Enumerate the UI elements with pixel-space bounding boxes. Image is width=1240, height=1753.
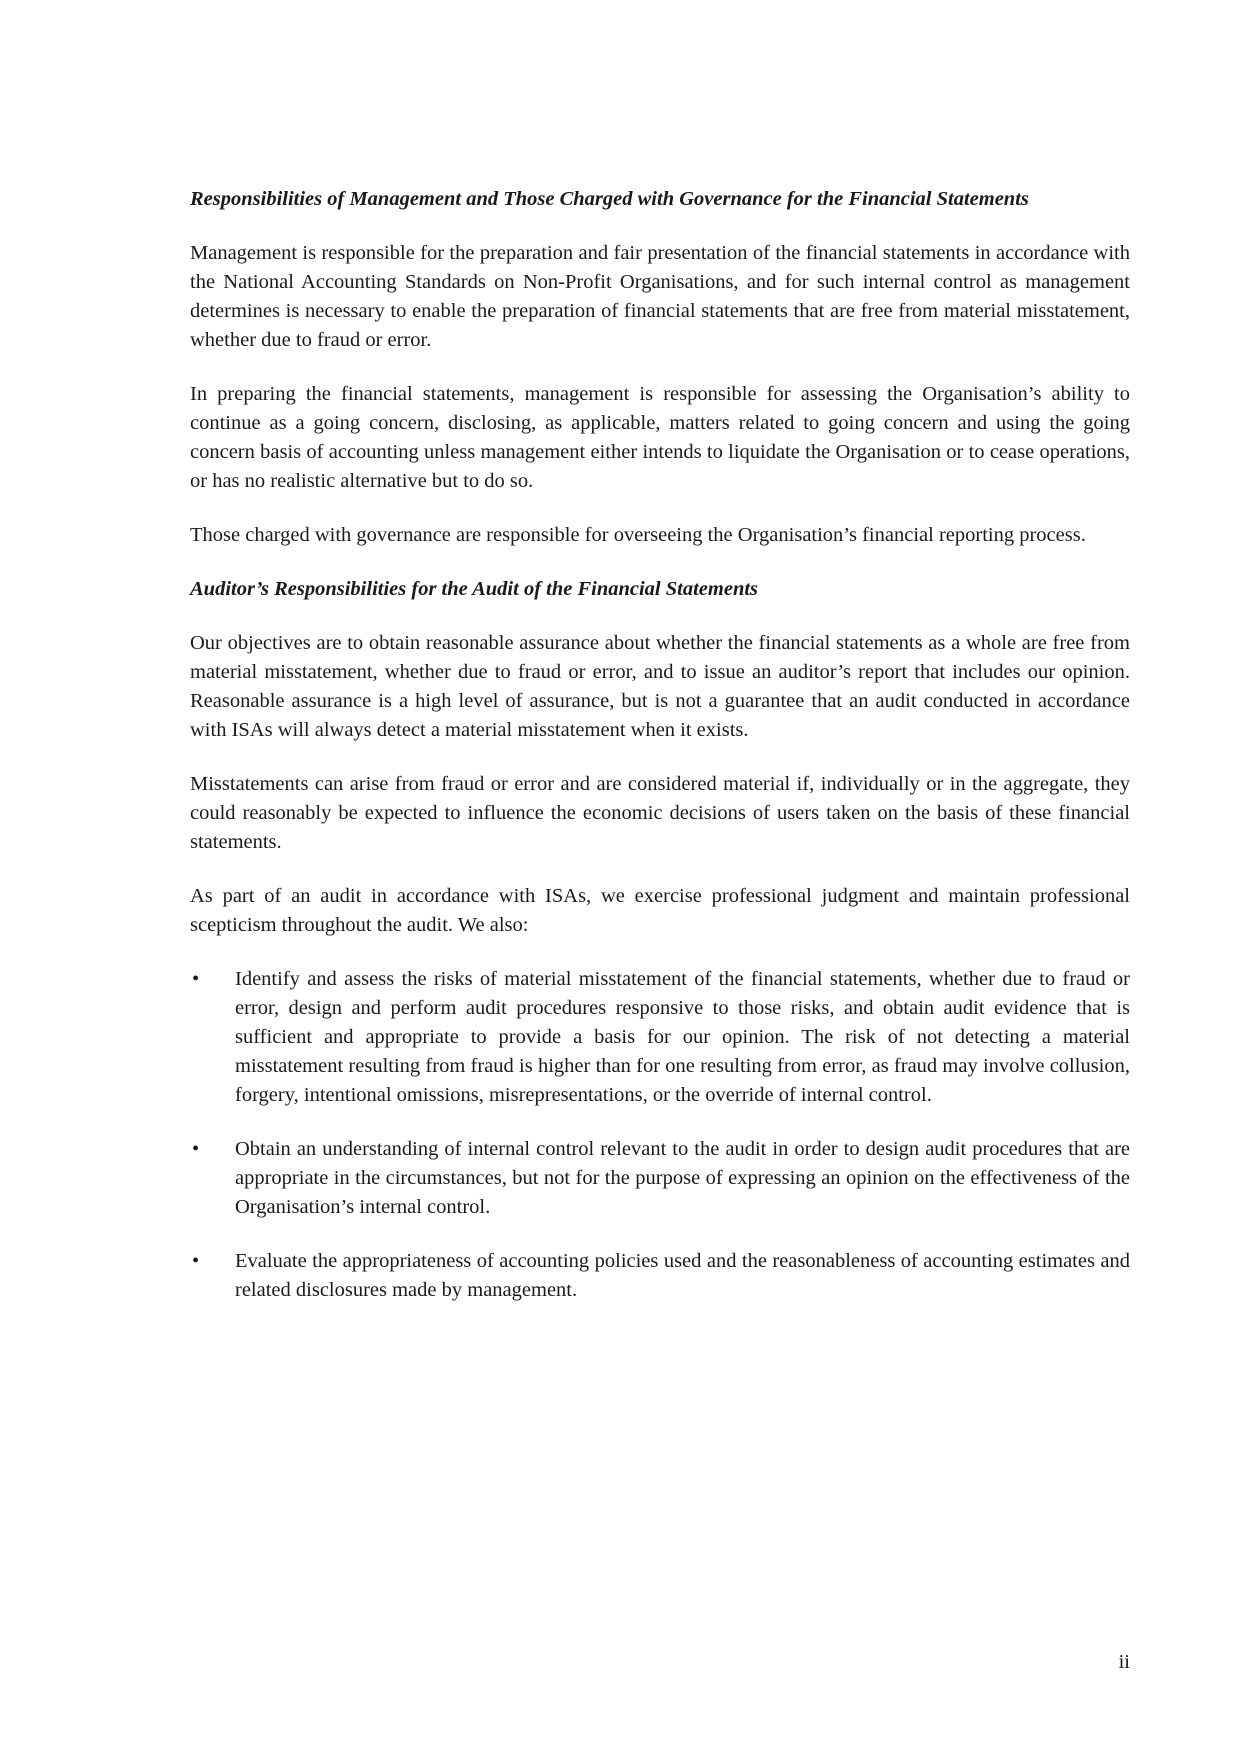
section-heading-auditor-responsibilities: Auditor’s Responsibilities for the Audit of the Financial Statements: [190, 578, 759, 600]
paragraph-governance-oversight: Those charged with governance are responsible for overseeing the Organisation’s financial reporting process.: [190, 524, 1086, 546]
list-item-text: Evaluate the appropriateness of accounting policies used and the reasonableness of accounting estimates and related disclosures made by management.: [235, 1250, 1130, 1301]
paragraph-going-concern: In preparing the financial statements, management is responsible for assessing the Organisation’s ability to continue as a going concern, disclosing, as applicable, matters related to going concern and using the going concern basis of accounting unless management either intends to liquidate the Organisation or to cease operations, or has no realistic alternative but to do so.: [190, 383, 1130, 492]
list-item-text: Obtain an understanding of internal control relevant to the audit in order to design audit procedures that are appropriate in the circumstances, but not for the purpose of expressing an opinion on the effectiveness of the Organisation’s internal control.: [235, 1138, 1130, 1218]
paragraph-professional-judgment: As part of an audit in accordance with ISAs, we exercise professional judgment and maintain professional scepticism throughout the audit. We also:: [190, 885, 1130, 936]
section-heading-management-responsibilities: Responsibilities of Management and Those Charged with Governance for the Financial Statements: [190, 188, 1029, 210]
audit-procedures-list: [190, 965, 1130, 1305]
bullet-icon: •: [192, 1138, 200, 1160]
list-item: [190, 1135, 1130, 1222]
paragraph-audit-objectives: Our objectives are to obtain reasonable assurance about whether the financial statements as a whole are free from material misstatement, whether due to fraud or error, and to issue an auditor’s report that includes our opinion. Reasonable assurance is a high level of assurance, but is not a guarantee that an audit conducted in accordance with ISAs will always detect a material misstatement when it exists.: [190, 632, 1130, 741]
list-item: [190, 965, 1130, 1110]
bullet-icon: •: [192, 968, 200, 990]
paragraph-management-preparation: Management is responsible for the preparation and fair presentation of the financial statements in accordance with the National Accounting Standards on Non-Profit Organisations, and for such internal control as management determines is necessary to enable the preparation of financial statements that are free from material misstatement, whether due to fraud or error.: [190, 242, 1130, 351]
bullet-icon: •: [192, 1250, 200, 1272]
list-item-text: Identify and assess the risks of material misstatement of the financial statements, whether due to fraud or error, design and perform audit procedures responsive to those risks, and obtain audit evidence that is sufficient and appropriate to provide a basis for our opinion. The risk of not detecting a material misstatement resulting from fraud is higher than for one resulting from error, as fraud may involve collusion, forgery, intentional omissions, misrepresentations, or the override of internal control.: [235, 968, 1130, 1106]
list-item: [190, 1247, 1130, 1305]
paragraph-misstatements: Misstatements can arise from fraud or error and are considered material if, individually or in the aggregate, they could reasonably be expected to influence the economic decisions of users taken on the basis of these financial statements.: [190, 773, 1130, 853]
page-number: ii: [1118, 1651, 1130, 1673]
document-page: [190, 185, 1130, 1330]
